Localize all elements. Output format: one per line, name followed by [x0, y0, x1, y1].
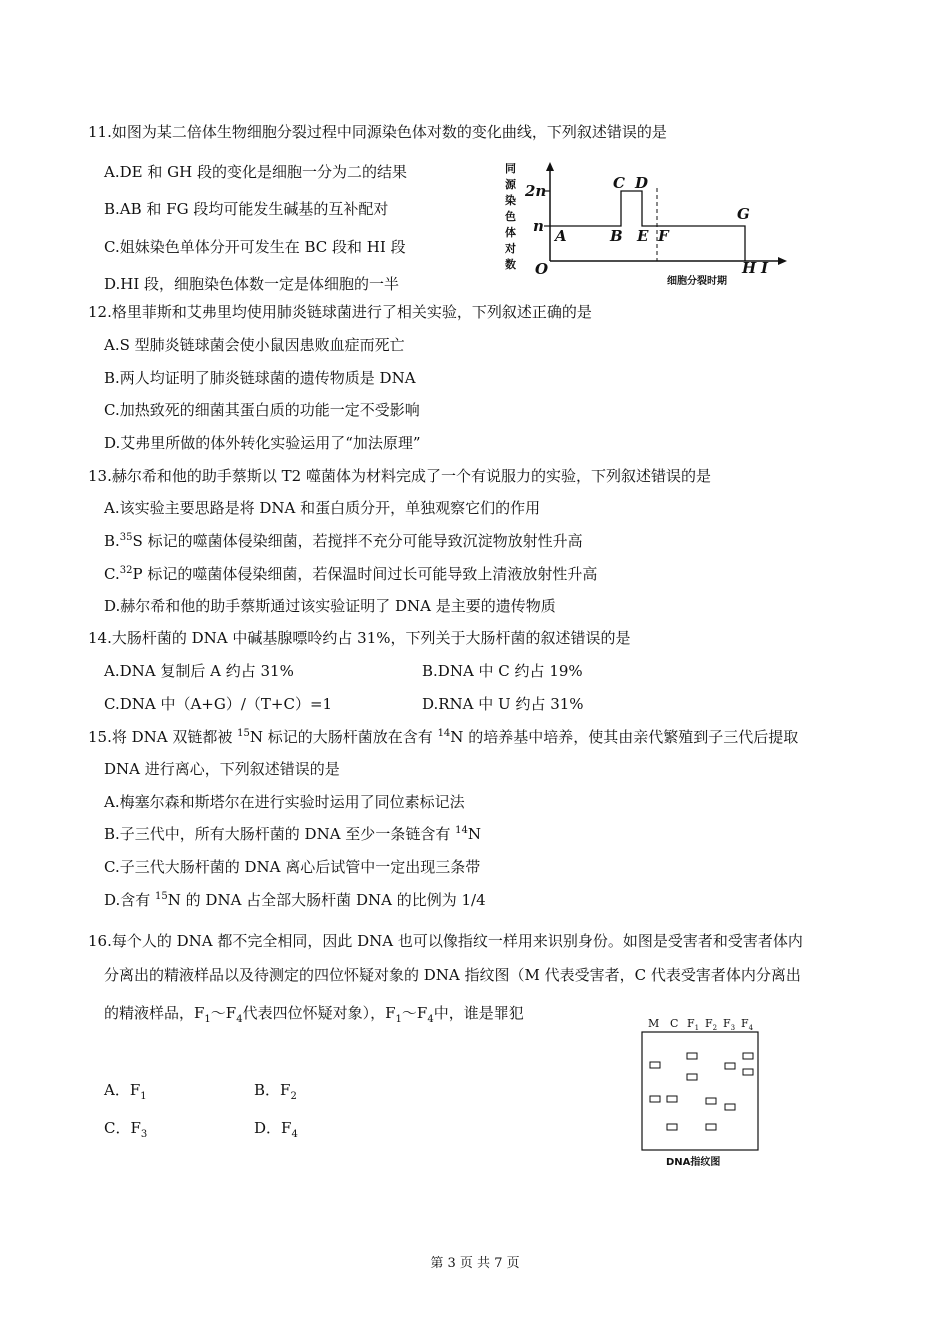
- band-f2-2: [706, 1124, 716, 1130]
- band-c-2: [667, 1124, 677, 1130]
- point-c: C: [613, 174, 625, 192]
- q16-stem-line1: 16.每个人的 DNA 都不完全相同，因此 DNA 也可以像指纹一样用来识别身份。如图是受害者和受害者体内: [88, 932, 803, 950]
- q11-option-c: C.姐妹染色单体分开可发生在 BC 段和 HI 段: [104, 238, 406, 256]
- band-f4-1: [743, 1053, 753, 1059]
- point-h: H: [742, 259, 757, 277]
- q14-stem: 14.大肠杆菌的 DNA 中碱基腺嘌呤约占 31%，下列关于大肠杆菌的叙述错误的是: [88, 629, 631, 647]
- q11-stem: 11.如图为某二倍体生物细胞分裂过程中同源染色体对数的变化曲线，下列叙述错误的是: [88, 123, 667, 141]
- point-a: A: [555, 227, 567, 245]
- col-f1: $F_1$: [687, 1017, 700, 1032]
- q13-option-b: B.$^{35}$S 标记的噬菌体侵染细菌，若搅拌不充分可能导致沉淀物放射性升高: [104, 532, 583, 550]
- q15-stem: 15.将 DNA 双链都被 $^{15}$N 标记的大肠杆菌放在含有 $^{14}$N 的培养基中培养，使其由亲代繁殖到子三代后提取: [88, 728, 799, 746]
- y-tick-2n: 2n: [525, 182, 547, 200]
- point-d: D: [635, 174, 649, 192]
- col-m: M: [648, 1017, 660, 1030]
- band-c-1: [667, 1096, 677, 1102]
- point-i: I: [761, 259, 769, 277]
- q16-stem-line2: 分离出的精液样品以及待测定的四位怀疑对象的 DNA 指纹图（M 代表受害者，C 代表受害者体内分离出: [104, 966, 801, 984]
- y-tick-n: n: [533, 217, 544, 235]
- y-label-char: 染: [505, 194, 516, 207]
- q12-stem: 12.格里菲斯和艾弗里均使用肺炎链球菌进行了相关实验，下列叙述正确的是: [88, 303, 592, 321]
- band-f2-1: [706, 1098, 716, 1104]
- curve: [550, 191, 745, 261]
- q15-option-a: A.梅塞尔森和斯塔尔在进行实验时运用了同位素标记法: [104, 793, 465, 811]
- q15-option-d: D.含有 $^{15}$N 的 DNA 占全部大肠杆菌 DNA 的比例为 1/4: [104, 891, 486, 909]
- figure-caption: DNA指纹图: [666, 1157, 721, 1168]
- q15-option-c: C.子三代大肠杆菌的 DNA 离心后试管中一定出现三条带: [104, 858, 481, 876]
- q12-option-c: C.加热致死的细菌其蛋白质的功能一定不受影响: [104, 401, 420, 419]
- gel-frame: [642, 1032, 758, 1150]
- q11-option-d: D.HI 段，细胞染色体数一定是体细胞的一半: [104, 275, 400, 293]
- q16-option-d: D．$F_4$: [254, 1119, 298, 1140]
- q15-stem-line2: DNA 进行离心，下列叙述错误的是: [104, 760, 340, 778]
- point-b: B: [610, 227, 623, 245]
- y-label-char: 对: [505, 242, 516, 255]
- q12-option-a: A.S 型肺炎链球菌会使小鼠因患败血症而死亡: [104, 336, 405, 354]
- q13-option-d: D.赫尔希和他的助手蔡斯通过该实验证明了 DNA 是主要的遗传物质: [104, 597, 556, 615]
- y-label-char: 数: [505, 258, 516, 271]
- y-label-char: 体: [505, 226, 516, 239]
- dna-fingerprint-figure: [636, 1012, 766, 1172]
- point-f: F: [658, 227, 669, 245]
- col-f3: $F_3$: [723, 1017, 736, 1032]
- band-f1-1: [687, 1053, 697, 1059]
- y-axis-arrow: [546, 162, 554, 171]
- page-footer: 第 3 页 共 7 页: [430, 1256, 520, 1271]
- q14-option-c: C.DNA 中（A+G）/（T+C）=1: [104, 695, 333, 713]
- q14-option-d: D.RNA 中 U 约占 31%: [422, 695, 584, 713]
- q11-option-b: B.AB 和 FG 段均可能发生碱基的互补配对: [104, 200, 389, 218]
- q13-option-a: A.该实验主要思路是将 DNA 和蛋白质分开，单独观察它们的作用: [104, 499, 541, 517]
- col-c: C: [670, 1017, 679, 1030]
- q11-chromosome-pair-graph: [495, 158, 795, 293]
- q12-option-b: B.两人均证明了肺炎链球菌的遗传物质是 DNA: [104, 369, 416, 387]
- band-f3-1: [725, 1063, 735, 1069]
- origin-label: O: [535, 260, 549, 278]
- y-label-char: 同: [505, 162, 516, 175]
- q15-option-b: B.子三代中，所有大肠杆菌的 DNA 至少一条链含有 $^{14}$N: [104, 825, 481, 843]
- band-f4-2: [743, 1069, 753, 1075]
- band-f1-2: [687, 1074, 697, 1080]
- q11-option-a: A.DE 和 GH 段的变化是细胞一分为二的结果: [104, 163, 407, 181]
- band-m-1: [650, 1062, 660, 1068]
- q12-option-d: D.艾弗里所做的体外转化实验运用了“加法原理”: [104, 434, 421, 452]
- col-f4: $F_4$: [741, 1017, 754, 1032]
- x-axis-label: 细胞分裂时期: [667, 276, 727, 287]
- point-g: G: [737, 205, 750, 223]
- q16-option-c: C．$F_3$: [104, 1119, 148, 1140]
- q13-option-c: C.$^{32}$P 标记的噬菌体侵染细菌，若保温时间过长可能导致上清液放射性升高: [104, 565, 598, 583]
- y-label-char: 色: [505, 210, 516, 223]
- q16-stem-line3: 的精液样品，$F_1\sim F_4$代表四位怀疑对象），$F_1\sim F_4$中，谁是罪犯: [104, 1004, 524, 1025]
- q14-option-a: A.DNA 复制后 A 约占 31%: [104, 662, 294, 680]
- band-m-2: [650, 1096, 660, 1102]
- point-e: E: [637, 227, 649, 245]
- q14-option-b: B.DNA 中 C 约占 19%: [422, 662, 583, 680]
- y-label-char: 源: [505, 178, 516, 191]
- band-f3-2: [725, 1104, 735, 1110]
- q16-option-a: A．$F_1$: [104, 1081, 147, 1102]
- q13-stem: 13.赫尔希和他的助手蔡斯以 T2 噬菌体为材料完成了一个有说服力的实验，下列叙述错误的是: [88, 467, 711, 485]
- col-f2: $F_2$: [705, 1017, 718, 1032]
- x-axis-arrow: [778, 257, 787, 265]
- q16-option-b: B．$F_2$: [254, 1081, 297, 1102]
